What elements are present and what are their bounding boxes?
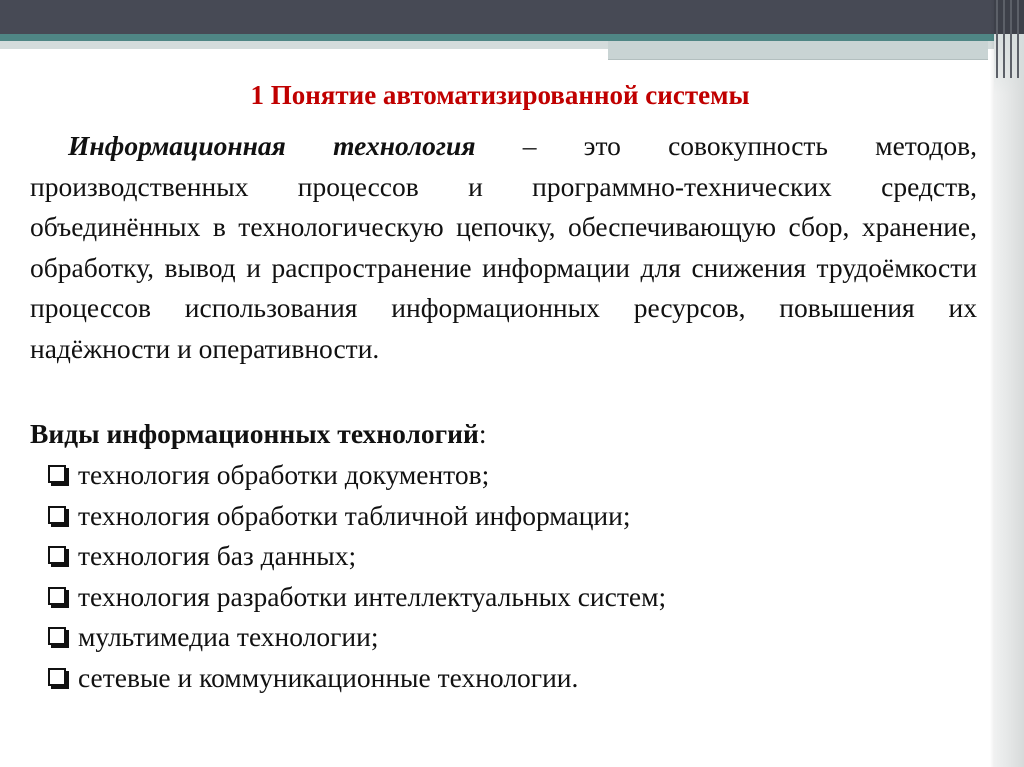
page-edge-top bbox=[994, 0, 1024, 34]
types-heading bbox=[30, 414, 486, 455]
types-list-item bbox=[46, 455, 966, 496]
types-list-item bbox=[46, 577, 966, 618]
definition-text: – это совокупность методов, производственных процессов и программно-технических средств, объединённых в технологическую цепочку, обеспечивающую сбор, хранение, обработку, вывод и распространение информации для снижения трудоёмкости процессов использования информационных ресурсов, повышения их надёжности и оперативности. bbox=[30, 130, 978, 364]
types-list-item-text: сетевые и коммуникационные технологии. bbox=[78, 661, 579, 693]
checkbox-bullet-icon bbox=[48, 668, 66, 686]
types-heading-colon: : bbox=[478, 418, 487, 449]
page-edge-line bbox=[1003, 0, 1005, 78]
types-list-item-text: технология обработки табличной информации; bbox=[78, 499, 631, 531]
types-heading-label: Виды информационных технологий bbox=[30, 418, 479, 449]
definition-term: Информационная технология bbox=[68, 130, 476, 161]
checkbox-bullet-icon bbox=[48, 506, 66, 524]
definition-paragraph bbox=[30, 126, 977, 369]
page-edge-line bbox=[1017, 0, 1019, 78]
checkbox-bullet-icon bbox=[48, 546, 66, 564]
header-bar bbox=[0, 0, 1024, 34]
types-list-item-text: технология баз данных; bbox=[78, 540, 357, 571]
types-list-item-text: мультимедиа технологии; bbox=[78, 621, 379, 652]
header-accent-stripe bbox=[0, 34, 1024, 41]
header-shelf bbox=[608, 41, 988, 60]
page-edge-line bbox=[996, 0, 998, 78]
types-list-item bbox=[46, 496, 966, 537]
types-list-item-text: технология обработки документов; bbox=[78, 459, 490, 490]
types-list-item bbox=[46, 617, 966, 658]
slide-title: 1 Понятие автоматизированной системы bbox=[250, 80, 750, 110]
checkbox-bullet-icon bbox=[48, 587, 66, 605]
types-list-item bbox=[46, 536, 966, 577]
checkbox-bullet-icon bbox=[48, 465, 66, 483]
types-list-item-text: технология разработки интеллектуальных систем; bbox=[78, 580, 667, 612]
types-list bbox=[46, 455, 966, 698]
page-edge bbox=[994, 0, 1024, 767]
page-edge-line bbox=[1010, 0, 1012, 78]
types-list-item bbox=[46, 658, 966, 699]
checkbox-bullet-icon bbox=[48, 627, 66, 645]
